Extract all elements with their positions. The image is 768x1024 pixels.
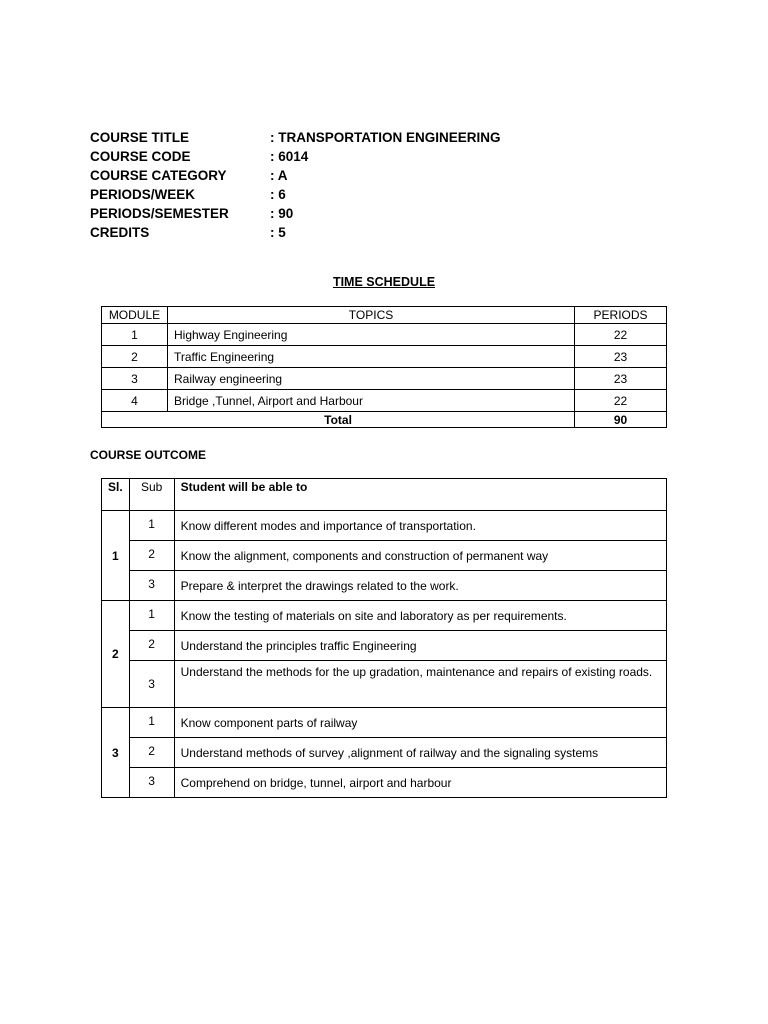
table-row — [102, 738, 667, 768]
credits-label: CREDITS — [90, 225, 150, 240]
time-schedule-table — [101, 306, 667, 428]
periods-week-value: : 6 — [270, 187, 286, 202]
topic-cell: Bridge ,Tunnel, Airport and Harbour — [167, 390, 574, 412]
module-cell: 1 — [102, 324, 168, 346]
course-code-label: COURSE CODE — [90, 149, 191, 164]
outcome-text-cell: Comprehend on bridge, tunnel, airport and harbour — [174, 768, 666, 798]
outcome-text-cell: Prepare & interpret the drawings related to the work. — [174, 571, 666, 601]
table-row — [102, 346, 667, 368]
module-cell: 3 — [102, 368, 168, 390]
table-row — [102, 541, 667, 571]
topic-cell: Traffic Engineering — [167, 346, 574, 368]
periods-week-row — [90, 185, 501, 204]
time-schedule-heading: TIME SCHEDULE — [332, 275, 436, 289]
periods-cell: 23 — [575, 346, 667, 368]
sub-cell: 1 — [129, 601, 174, 631]
course-info — [90, 128, 501, 242]
course-outcome-heading: COURSE OUTCOME — [90, 448, 207, 462]
table-row — [102, 368, 667, 390]
sub-header: Sub — [129, 479, 174, 511]
topic-cell: Railway engineering — [167, 368, 574, 390]
table-row — [102, 601, 667, 631]
module-cell: 2 — [102, 346, 168, 368]
credits-row — [90, 223, 501, 242]
outcome-text-cell: Know component parts of railway — [174, 708, 666, 738]
table-row — [102, 631, 667, 661]
periods-semester-row — [90, 204, 501, 223]
topics-header: TOPICS — [167, 307, 574, 324]
module-header: MODULE — [102, 307, 168, 324]
periods-cell: 22 — [575, 324, 667, 346]
course-code-row — [90, 147, 501, 166]
table-row — [102, 511, 667, 541]
table-header-row — [102, 307, 667, 324]
course-title-value: : TRANSPORTATION ENGINEERING — [270, 130, 501, 145]
total-label: Total — [102, 412, 575, 428]
course-category-row — [90, 166, 501, 185]
course-title-row — [90, 128, 501, 147]
sub-cell: 3 — [129, 768, 174, 798]
course-title-label: COURSE TITLE — [90, 130, 190, 145]
table-header-row — [102, 479, 667, 511]
periods-semester-label: PERIODS/SEMESTER — [90, 206, 229, 221]
outcome-text-cell: Know the alignment, components and construction of permanent way — [174, 541, 666, 571]
sl-cell: 1 — [102, 511, 130, 601]
outcome-text-cell: Understand the principles traffic Engineering — [174, 631, 666, 661]
course-outcome-table — [101, 478, 667, 798]
total-value: 90 — [575, 412, 667, 428]
module-cell: 4 — [102, 390, 168, 412]
table-row — [102, 661, 667, 708]
outcome-text-cell: Know the testing of materials on site and laboratory as per requirements. — [174, 601, 666, 631]
table-row — [102, 768, 667, 798]
sub-cell: 1 — [129, 708, 174, 738]
sub-cell: 2 — [129, 541, 174, 571]
course-category-label: COURSE CATEGORY — [90, 168, 227, 183]
sub-cell: 2 — [129, 738, 174, 768]
sl-cell: 3 — [102, 708, 130, 798]
outcome-text-cell: Understand the methods for the up gradation, maintenance and repairs of existing roads. — [174, 661, 666, 708]
table-row — [102, 571, 667, 601]
sub-cell: 2 — [129, 631, 174, 661]
outcome-text-header: Student will be able to — [174, 479, 666, 511]
table-row — [102, 324, 667, 346]
periods-week-label: PERIODS/WEEK — [90, 187, 196, 202]
sl-cell: 2 — [102, 601, 130, 708]
periods-header: PERIODS — [575, 307, 667, 324]
outcome-text-cell: Understand methods of survey ,alignment of railway and the signaling systems — [174, 738, 666, 768]
sub-cell: 3 — [129, 661, 174, 708]
table-row — [102, 708, 667, 738]
total-row — [102, 412, 667, 428]
course-category-value: : A — [270, 168, 288, 183]
course-code-value: : 6014 — [270, 149, 309, 164]
topic-cell: Highway Engineering — [167, 324, 574, 346]
sub-cell: 3 — [129, 571, 174, 601]
periods-semester-value: : 90 — [270, 206, 294, 221]
periods-cell: 23 — [575, 368, 667, 390]
sl-header: Sl. — [102, 479, 130, 511]
credits-value: : 5 — [270, 225, 286, 240]
outcome-text-cell: Know different modes and importance of transportation. — [174, 511, 666, 541]
table-row — [102, 390, 667, 412]
sub-cell: 1 — [129, 511, 174, 541]
periods-cell: 22 — [575, 390, 667, 412]
